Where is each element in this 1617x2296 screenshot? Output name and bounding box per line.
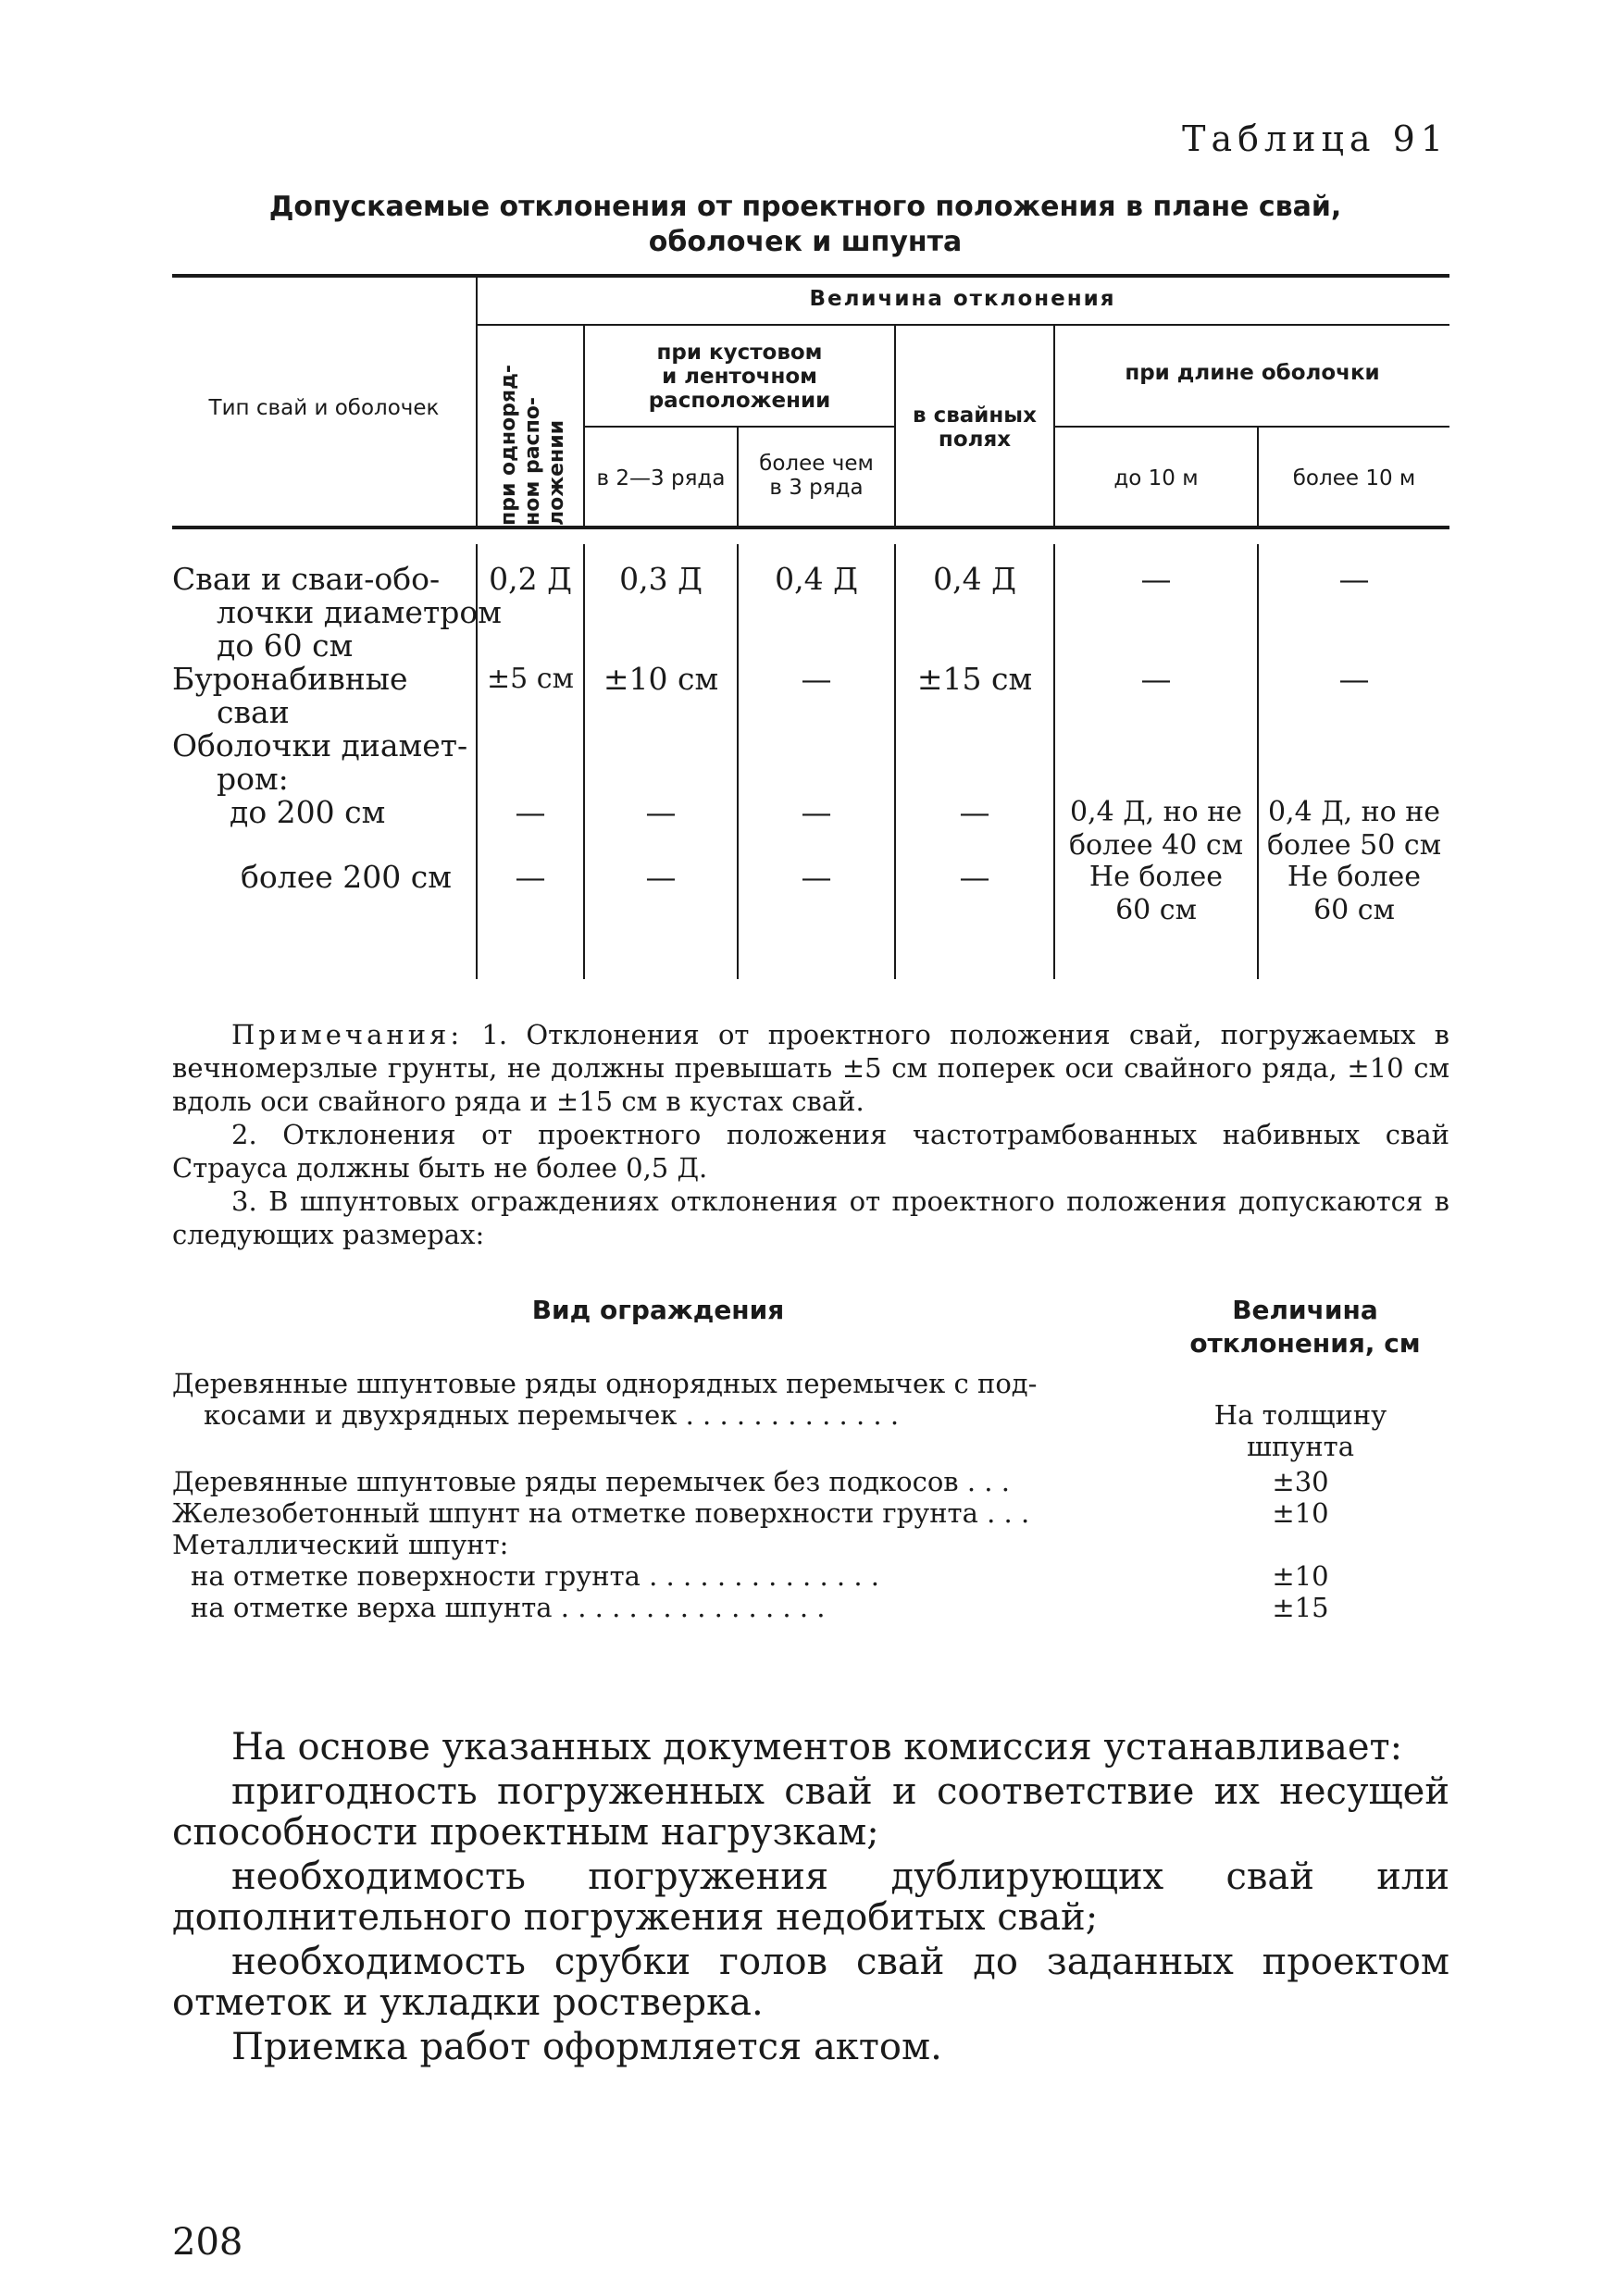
fence-item-2: Деревянные шпунтовые ряды перемычек без подкосов . . . (172, 1466, 1010, 1497)
header-pile-fields-line-1: в свайных (913, 403, 1037, 428)
header-cluster-line-2: и ленточном (662, 365, 817, 389)
row-4-up-to-10-line-1: 0,4 Д, но не (1069, 796, 1243, 828)
row-3-label (172, 729, 467, 796)
row-4-rows-more-3: — (801, 794, 832, 830)
fence-header-value (1157, 1294, 1453, 1360)
row-2-rows-more-3: — (801, 661, 832, 697)
body-paragraph-5: Приемка работ оформляется актом. (231, 2026, 942, 2068)
body-divider-4 (894, 544, 896, 979)
row-2-single: ±5 см (487, 663, 574, 695)
body-divider-3 (737, 544, 739, 979)
row-4-rows-2-3: — (645, 794, 677, 830)
body-paragraph-2: пригодность погруженных свай и соответствие их несущей способности проектным нагрузкам; (172, 1770, 1449, 1854)
table-top-rule (172, 274, 1449, 278)
row-3-label-line-1: Оболочки диамет- (172, 727, 468, 763)
header-cluster-line-1: при кустовом (656, 341, 823, 365)
row-5-more-10 (1259, 861, 1449, 927)
table-number: Таблица 91 (1182, 118, 1449, 159)
row-4-single: — (515, 794, 546, 830)
fence-item-6-value: ±15 (1272, 1592, 1329, 1623)
header-value: Величина отклонения (809, 287, 1116, 311)
caption-line-2: оболочек и шпунта (648, 226, 963, 258)
row-1-rows-2-3: 0,3 Д (619, 561, 703, 597)
fence-header-value-line-2: отклонения, см (1189, 1328, 1421, 1359)
fence-header-value-line-1: Величина (1232, 1295, 1378, 1325)
header-cluster-line-3: расположении (648, 389, 831, 413)
header-single-row-line-1: при одноряд- (497, 365, 520, 526)
row-4-more-10 (1259, 796, 1449, 863)
caption-line-1: Допускаемые отклонения от проектного положения в плане свай, (268, 191, 1342, 223)
header-pile-fields (896, 403, 1053, 452)
note-1 (172, 1018, 1449, 1118)
row-4-up-to-10-line-2: более 40 см (1068, 829, 1244, 862)
fence-item-1-value-line-2: шпунта (1246, 1431, 1354, 1462)
row-2-rows-2-3: ±10 см (603, 661, 719, 697)
notes-label: Примечания: (231, 1019, 464, 1050)
row-1-up-to-10: — (1140, 561, 1172, 597)
row-5-rows-more-3: — (801, 859, 832, 895)
header-cluster (585, 341, 894, 413)
row-5-label: более 200 см (241, 859, 452, 895)
row-1-single: 0,2 Д (489, 561, 572, 597)
row-1-label-line-2: лочки диаметром (217, 594, 502, 630)
header-shell-length: при длине оболочки (1125, 361, 1380, 385)
fence-item-1-line-2: косами и двухрядных перемычек . . . . . . . . . . . . . (204, 1399, 900, 1431)
body-text (172, 1727, 1449, 2067)
row-2-more-10: — (1338, 661, 1370, 697)
header-divider-fields (1053, 326, 1055, 526)
fence-item-3-value: ±10 (1272, 1497, 1329, 1529)
value-subheader-rule (476, 324, 1449, 326)
fence-header-type: Вид ограждения (531, 1295, 785, 1325)
fence-item-4: Металлический шпунт: (172, 1529, 509, 1560)
row-1-more-10: — (1338, 561, 1370, 597)
row-4-label: до 200 см (230, 794, 386, 830)
header-type: Тип свай и оболочек (208, 396, 440, 420)
fence-item-1-value-line-1: На толщину (1213, 1399, 1387, 1431)
header-rows-more-3 (739, 452, 894, 500)
header-more-10: более 10 м (1292, 466, 1416, 490)
note-1-text: 1. Отклонения от проектного положения свай, погружаемых в вечномерзлые грунты, не должны превышать ±5 см поперек оси свайного ряда, ±10 см вдоль оси свайного ряда и ±15 см в кустах свай. (172, 1019, 1449, 1117)
row-5-more-10-line-1: Не более (1287, 861, 1422, 893)
row-5-up-to-10-line-2: 60 см (1115, 894, 1197, 926)
header-up-to-10: до 10 м (1113, 466, 1199, 490)
header-single-row-line-3: ложении (545, 419, 568, 526)
row-1-pile-fields: 0,4 Д (933, 561, 1016, 597)
fence-item-1-value (1175, 1399, 1425, 1462)
fence-item-5: на отметке поверхности грунта . . . . . . . . . . . . . . (191, 1560, 880, 1592)
row-4-pile-fields: — (959, 794, 990, 830)
row-1-label-line-3: до 60 см (217, 627, 354, 664)
row-2-pile-fields: ±15 см (916, 661, 1033, 697)
row-3-label-line-2: ром: (217, 761, 289, 797)
table-caption (167, 190, 1444, 260)
page-number: 208 (172, 2221, 243, 2264)
body-paragraph-1: На основе указанных документов комиссия устанавливает: (231, 1726, 1403, 1769)
fence-item-5-value: ±10 (1272, 1560, 1329, 1592)
body-paragraph-3: необходимость погружения дублирующих свай или дополнительного погружения недобитых свай; (172, 1855, 1449, 1939)
cluster-subheader-rule (585, 426, 896, 428)
row-1-label (172, 563, 502, 663)
header-rows-more-3-line-1: более чем (759, 452, 874, 476)
row-5-pile-fields: — (959, 859, 990, 895)
row-4-more-10-line-1: 0,4 Д, но не (1267, 796, 1441, 828)
header-bottom-rule (172, 526, 1449, 529)
table-notes (172, 1018, 1449, 1251)
row-2-label-line-1: Буронабивные (172, 661, 408, 697)
fence-item-6: на отметке верха шпунта . . . . . . . . . . . . . . . . (191, 1592, 826, 1623)
row-5-single: — (515, 859, 546, 895)
row-5-up-to-10-line-1: Не более (1088, 861, 1224, 893)
body-paragraph-4: необходимость срубки голов свай до заданных проектом отметок и укладки ростверка. (172, 1941, 1449, 2024)
row-2-label-line-2: сваи (217, 694, 290, 730)
length-subheader-rule (1055, 426, 1449, 428)
header-divider-type (476, 278, 478, 526)
row-2-label (172, 663, 408, 729)
row-4-more-10-line-2: более 50 см (1266, 829, 1442, 862)
fence-item-3: Железобетонный шпунт на отметке поверхности грунта . . . (172, 1497, 1030, 1529)
row-2-up-to-10: — (1140, 661, 1172, 697)
header-rows-2-3: в 2—3 ряда (596, 466, 726, 490)
note-3: 3. В шпунтовых ограждениях отклонения от проектного положения допускаются в следующих размерах: (172, 1185, 1449, 1250)
row-5-rows-2-3: — (645, 859, 677, 895)
body-divider-2 (583, 544, 585, 979)
row-4-up-to-10 (1055, 796, 1257, 863)
row-5-more-10-line-2: 60 см (1313, 894, 1395, 926)
fence-item-1-line-1: Деревянные шпунтовые ряды однорядных перемычек с под- (172, 1368, 1038, 1399)
row-5-up-to-10 (1055, 861, 1257, 927)
row-1-rows-more-3: 0,4 Д (775, 561, 858, 597)
fence-item-2-value: ±30 (1272, 1466, 1329, 1497)
note-2: 2. Отклонения от проектного положения частотрамбованных набивных свай Страуса должны быть не более 0,5 Д. (172, 1119, 1449, 1184)
row-1-label-line-1: Сваи и сваи-обо- (172, 561, 441, 597)
header-single-row-line-2: ном распо- (521, 396, 544, 526)
header-rows-more-3-line-2: в 3 ряда (769, 476, 864, 500)
header-pile-fields-line-2: полях (938, 428, 1012, 452)
